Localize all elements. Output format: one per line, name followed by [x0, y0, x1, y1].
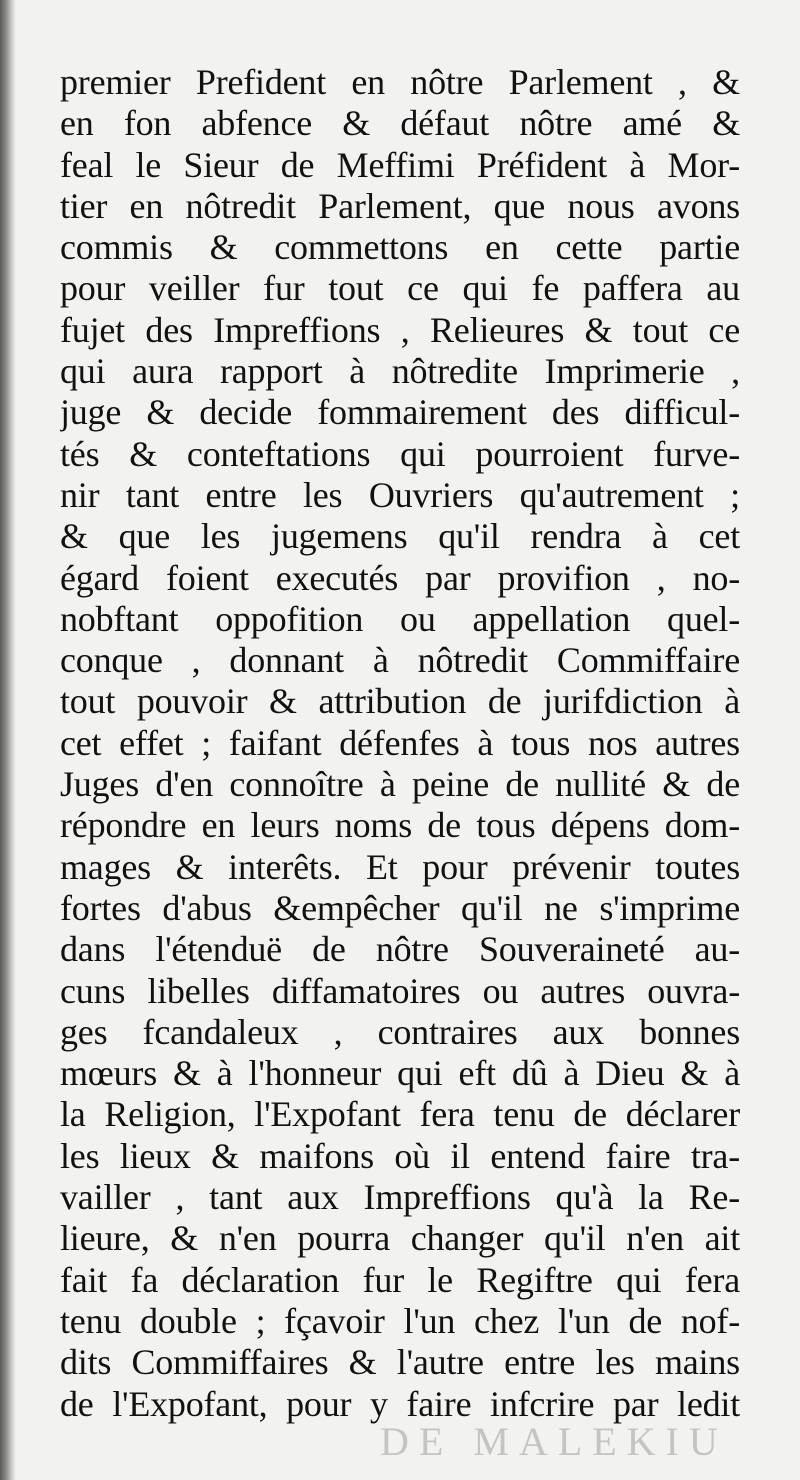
text-line: pour veiller fur tout ce qui fe paffera au [60, 268, 740, 309]
text-line: juge & decide fommairement des difficul- [60, 392, 740, 433]
text-line: ges fcandaleux , contraires aux bonnes [60, 1011, 740, 1052]
text-line: tier en nôtredit Parlement, que nous avons [60, 185, 740, 226]
text-line: fortes d'abus &empêcher qu'il ne s'imprime [60, 887, 740, 928]
text-line: fait fa déclaration fur le Regiftre qui fera [60, 1259, 740, 1300]
text-line: égard foient executés par provifion , no- [60, 557, 740, 598]
text-line: répondre en leurs noms de tous dépens dom- [60, 805, 740, 846]
text-line: dans l'étenduë de nôtre Souveraineté au- [60, 929, 740, 970]
text-line: les lieux & maifons où il entend faire tra- [60, 1135, 740, 1176]
text-line: commis & commettons en cette partie [60, 227, 740, 268]
text-line: tenu double ; fçavoir l'un chez l'un de nof- [60, 1300, 740, 1341]
text-line: nobftant oppofition ou appellation quel- [60, 598, 740, 639]
text-line: tés & conteftations qui pourroient furve- [60, 433, 740, 474]
text-line: lieure, & n'en pourra changer qu'il n'en ait [60, 1218, 740, 1259]
text-line: cuns libelles diffamatoires ou autres ouvra- [60, 970, 740, 1011]
text-line: la Religion, l'Expofant fera tenu de déclarer [60, 1094, 740, 1135]
text-line: Juges d'en connoître à peine de nullité & de [60, 764, 740, 805]
text-line: en fon abfence & défaut nôtre amé & [60, 103, 740, 144]
text-line: de l'Expofant, pour y faire infcrire par ledit [60, 1383, 740, 1424]
text-line: mœurs & à l'honneur qui eft dû à Dieu & à [60, 1053, 740, 1094]
text-line: cet effet ; faifant défenfes à tous nos autres [60, 722, 740, 763]
text-line: premier Prefident en nôtre Parlement , & [60, 62, 740, 102]
text-line: dits Commiffaires & l'autre entre les mains [60, 1342, 740, 1383]
text-line: qui aura rapport à nôtredite Imprimerie , [60, 351, 740, 392]
text-line: vailler , tant aux Impreffions qu'à la Re- [60, 1177, 740, 1218]
text-line: fujet des Impreffions , Relieures & tout ce [60, 309, 740, 350]
text-line: conque , donnant à nôtredit Commiffaire [60, 640, 740, 681]
show-through-text: DE MALEKIU [380, 1419, 728, 1464]
page-gutter [0, 0, 16, 1480]
text-line: tout pouvoir & attribution de jurifdiction à [60, 681, 740, 722]
text-line: mages & interêts. Et pour prévenir toutes [60, 846, 740, 887]
text-line: feal le Sieur de Meffimi Préfident à Mor- [60, 144, 740, 185]
text-line: & que les jugemens qu'il rendra à cet [60, 516, 740, 557]
text-line: nir tant entre les Ouvriers qu'autrement ; [60, 474, 740, 515]
body-text [60, 62, 740, 1425]
